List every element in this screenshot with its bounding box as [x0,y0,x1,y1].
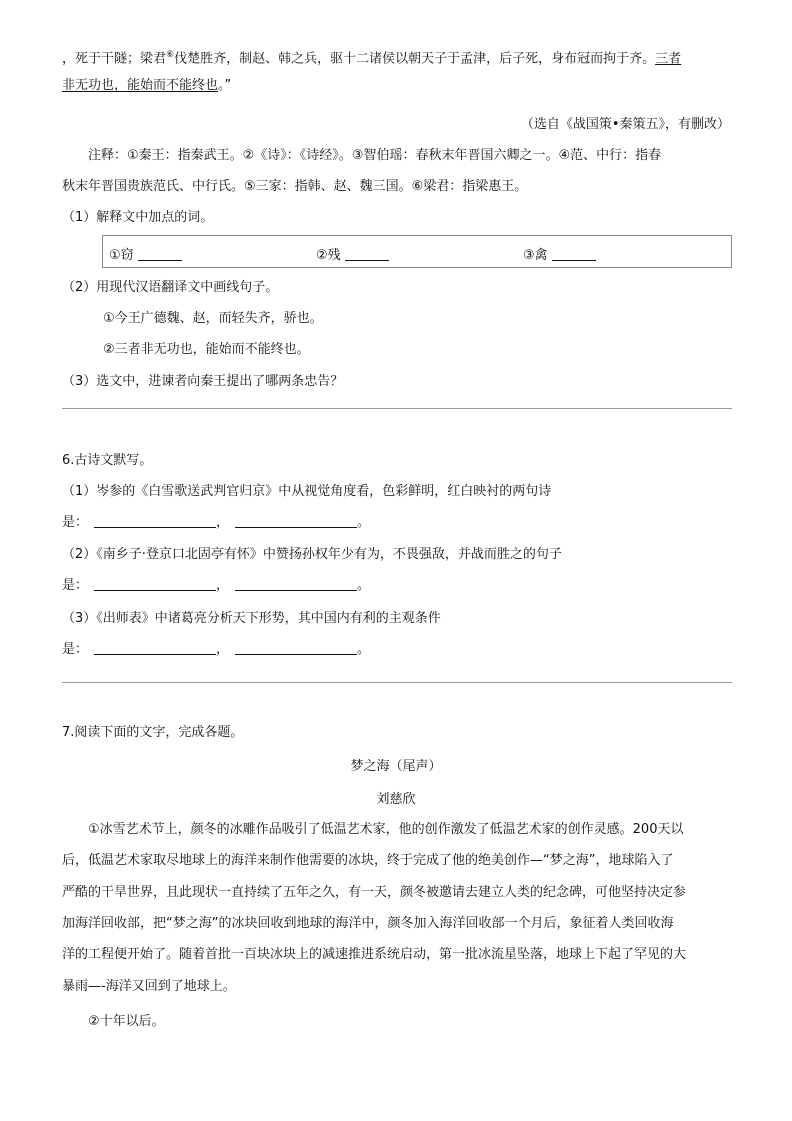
para1-line: 加海洋回收部，把“梦之海”的冰块回收到地球的海洋中，颜冬加入海洋回收部一个月后，象征着人类回收海 [62,916,674,931]
underlined-sentence-start: 三者 [655,51,682,67]
answer-item-3: ③禽 [523,244,596,263]
q5-1-answer-box [102,235,732,268]
q5-2-sentence-2: ②三者非无功也，能始而不能终也。 [103,342,310,357]
answer-blank[interactable] [345,248,389,261]
answer-blank[interactable] [235,578,357,591]
q7-title: 7.阅读下面的文字，完成各题。 [62,725,244,740]
answer-blank[interactable] [94,642,216,655]
passage-line-1: ，死于干隧；梁君⑥伐楚胜齐，制赵、韩之兵，驱十二诸侯以朝天子于孟津，后子死，身布冠而拘于齐。三者 [62,50,682,67]
answer-item-2: ②残 [316,244,389,263]
answer-blank[interactable] [94,578,216,591]
note-marker: ⑥ [166,50,175,60]
para2-line: ②十年以后。 [88,1014,165,1029]
para1-line: 严酷的干旱世界，且此现状一直持续了五年之久，有一天，颜冬被邀请去建立人类的纪念碑，可他坚持决定参 [62,885,687,900]
divider [62,408,732,409]
q6-1-prompt: （1）岑参的《白雪歌送武判官归京》中从视觉角度看，色彩鲜明，红白映衬的两句诗 [62,484,552,499]
q5-1-prompt: （1）解释文中加点的词。 [62,210,214,225]
q6-2-prompt: （2）《南乡子·登京口北固亭有怀》中赞扬孙权年少有为，不畏强敌，并战而胜之的句子 [62,547,562,562]
para1-line: 后，低温艺术家取尽地球上的海洋来制作他需要的冰块，终于完成了他的绝美创作—“梦之海”，地球陷入了 [62,853,674,868]
q5-2-prompt: （2）用现代汉语翻译文中画线句子。 [62,280,279,295]
answer-blank[interactable] [138,248,182,261]
passage-line-2: 非无功也，能始而不能终也。” [62,78,232,93]
q6-2-answer-line: 是： ， 。 [62,578,371,593]
passage-source: （选自《战国策•秦策五》，有删改） [520,117,730,132]
answer-blank[interactable] [552,248,596,261]
article-title: 梦之海（尾声） [350,759,442,774]
underlined-sentence-end: 非无功也，能始而不能终也 [62,78,219,93]
q6-3-prompt: （3）《出师表》中诸葛亮分析天下形势，其中国内有利的主观条件 [62,611,441,626]
notes-line-1: 注释：①秦王：指秦武王。②《诗》：《诗经》。③智伯瑶：春秋末年晋国六卿之一。④范、中行：指春 [88,148,662,163]
article-author: 刘慈欣 [376,792,416,807]
answer-blank[interactable] [94,515,216,528]
q6-title: 6.古诗文默写。 [62,453,153,468]
q6-1-answer-line: 是： ， 。 [62,515,371,530]
para1-line: 暴雨—-海洋又回到了地球上。 [62,979,236,994]
para1-line: ①冰雪艺术节上，颜冬的冰雕作品吸引了低温艺术家，他的创作激发了低温艺术家的创作灵感。200天以 [88,822,684,837]
notes-line-2: 秋末年晋国贵族范氏、中行氏。⑤三家：指韩、赵、魏三国。⑥梁君：指梁惠王。 [62,179,528,194]
answer-blank[interactable] [235,515,357,528]
q5-3-prompt: （3）选文中，进谏者向秦王提出了哪两条忠告？ [62,374,344,389]
divider [62,682,732,683]
q6-3-answer-line: 是： ， 。 [62,642,371,657]
answer-item-1: ①窃 [109,244,182,263]
answer-blank[interactable] [235,642,357,655]
q5-2-sentence-1: ①今王广德魏、赵，而轻失齐，骄也。 [103,311,323,326]
para1-line: 洋的工程便开始了。随着首批一百块冰块上的减速推进系统启动，第一批冰流星坠落，地球上下起了罕见的大 [62,947,687,962]
